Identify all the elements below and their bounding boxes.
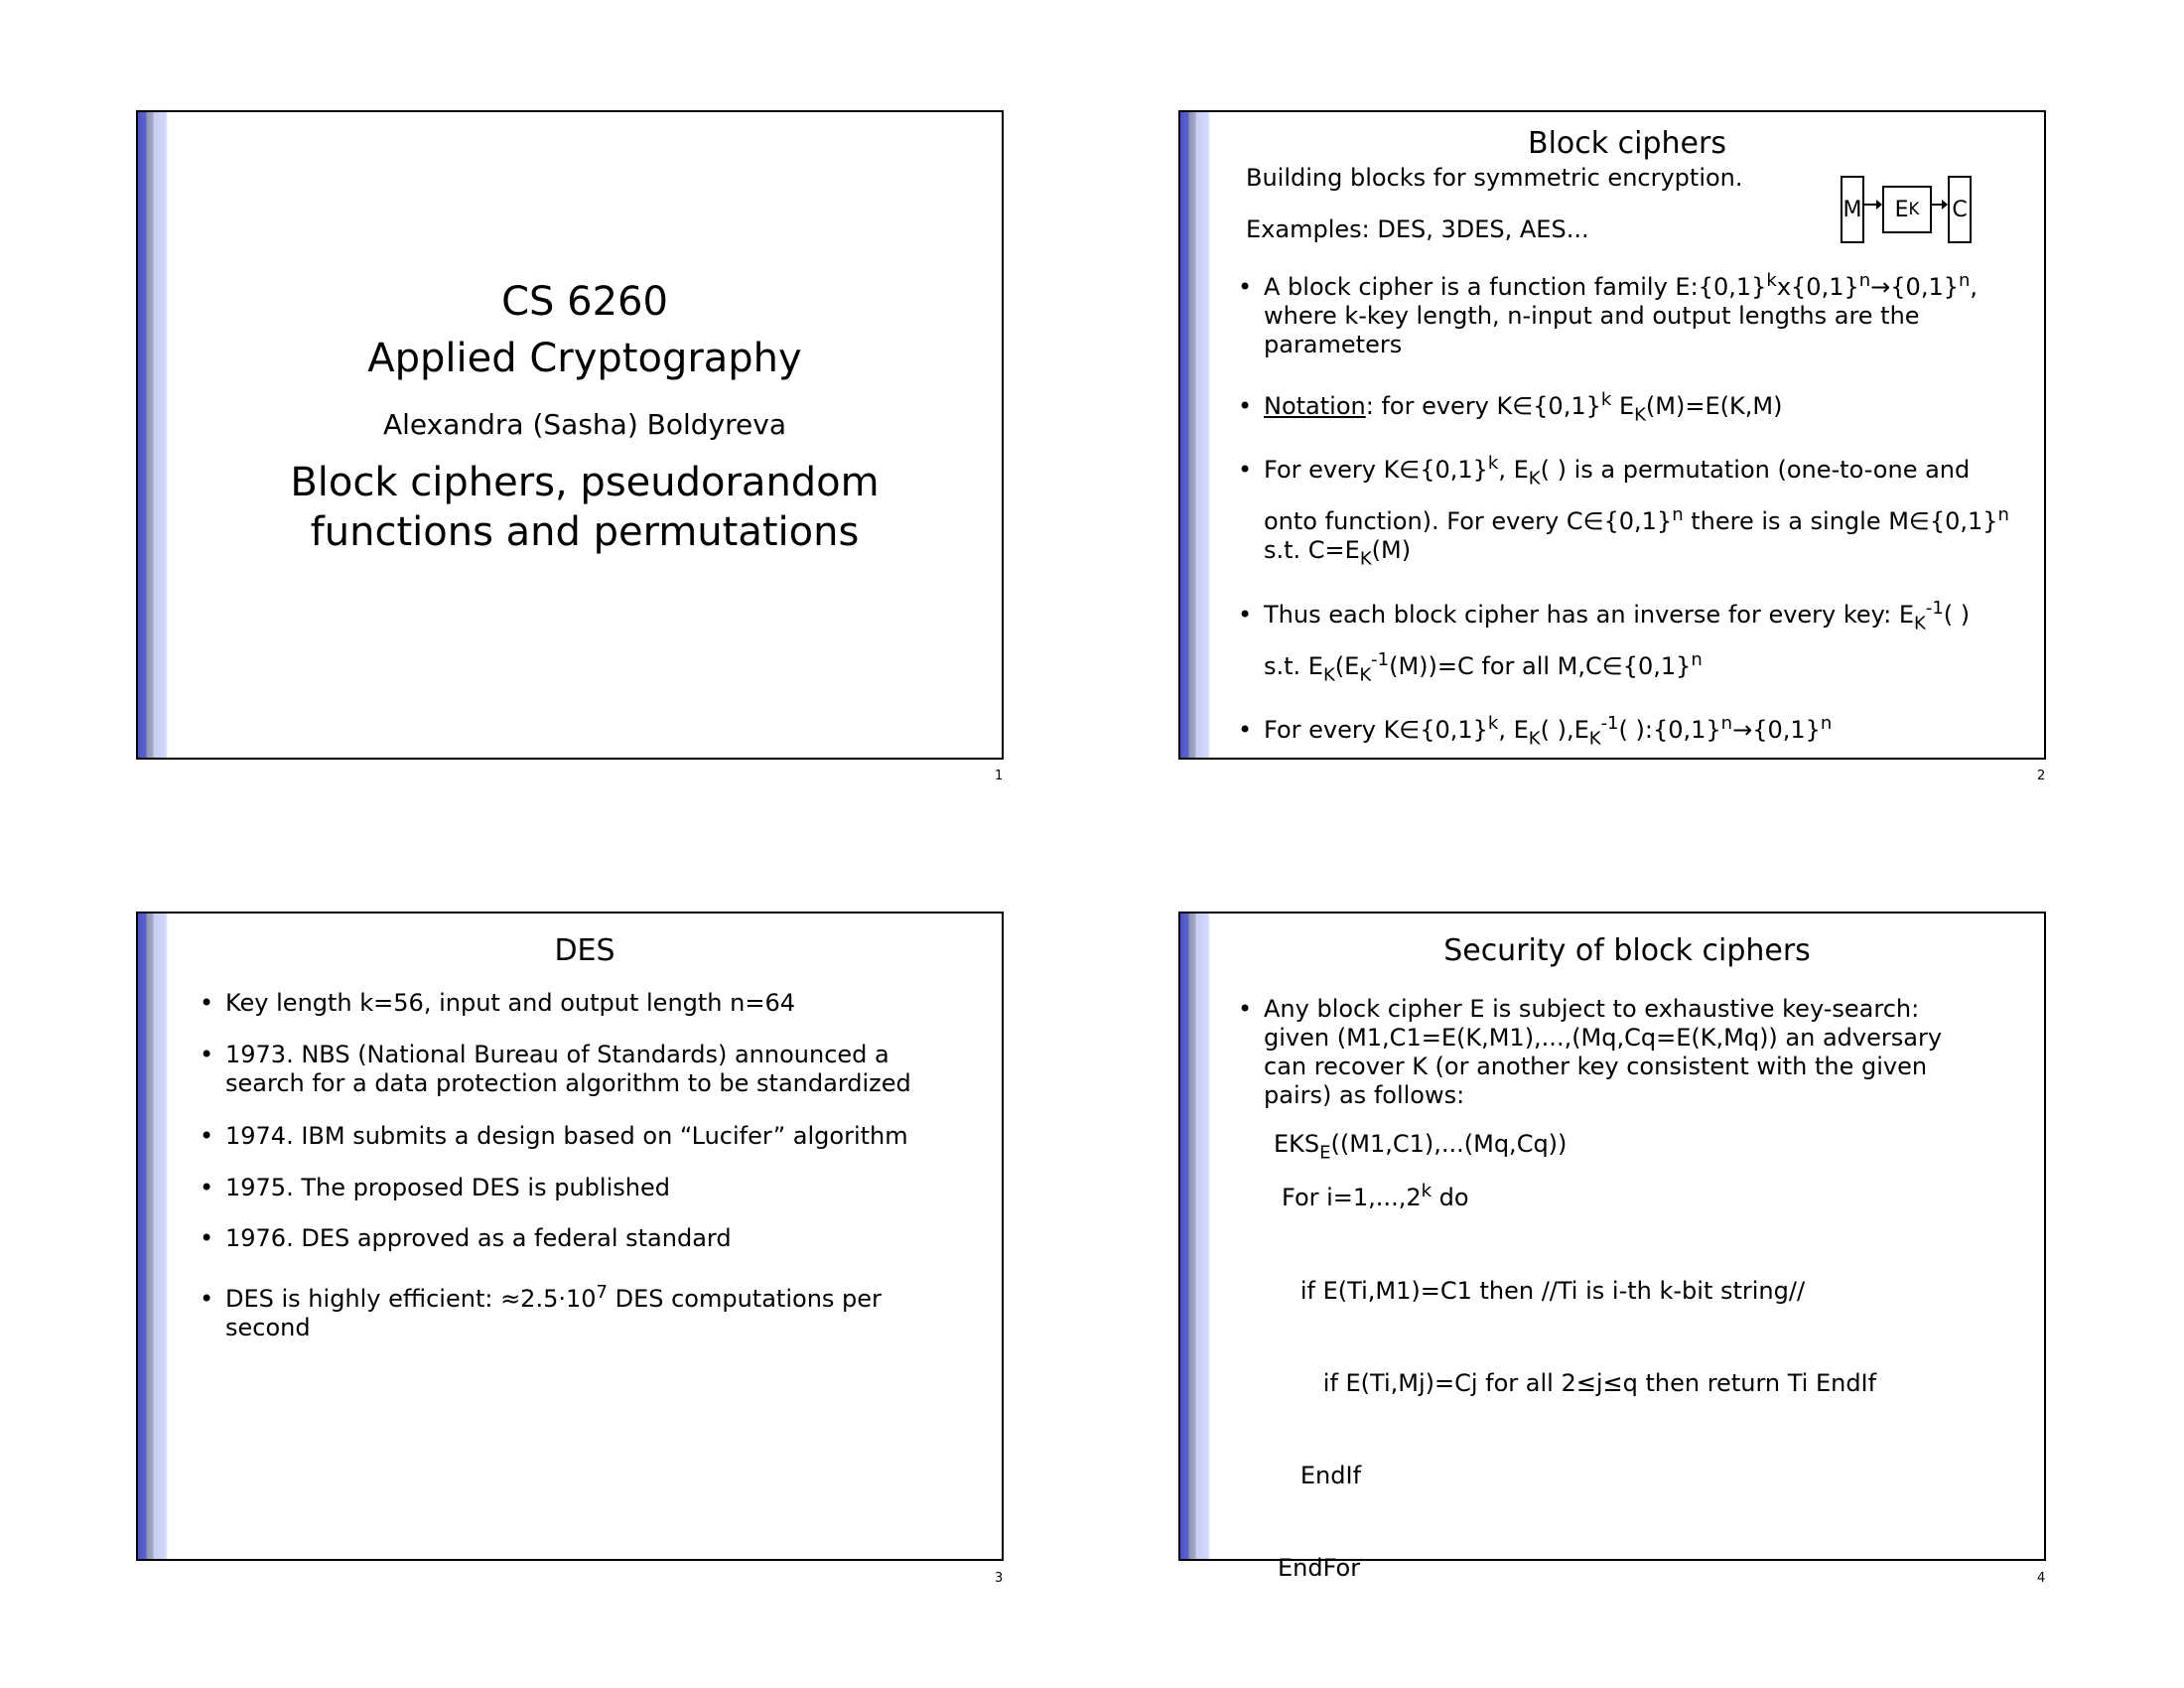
bullet-icon: • — [1238, 716, 1253, 744]
slide-accent-bar — [138, 914, 168, 1559]
bullet-icon: • — [1238, 456, 1253, 484]
cipher-box: E K — [1882, 186, 1932, 233]
bullet-item: • 1974. IBM submits a design based on “Lucifer” algorithm — [200, 1122, 908, 1150]
author: Alexandra (Sasha) Boldyreva — [383, 408, 786, 441]
topic-line-2: functions and permutations — [310, 509, 860, 555]
slide-2 — [1178, 110, 2046, 760]
bullet-icon: • — [200, 1285, 214, 1313]
page-number: 3 — [995, 1571, 1004, 1586]
bullet-notation: • Notation: for every $K\in\{0,1\}^k$ $E_K(M)=E(K,M)$ — [1238, 389, 1783, 426]
code-line: EndIf — [1278, 1462, 1362, 1489]
bullet-icon: • — [200, 1122, 214, 1150]
bullet-exhaustive-search: • Any block cipher E is subject to exhaustive key-search: given (M1,C1=E(K,M1),...,(Mq,Cq=E(K,Mq)) an adversary can recover K (or another key consistent with the given pairs) as follows: — [1238, 995, 1943, 1109]
arrow-icon — [1932, 204, 1946, 206]
bullet-item: • 1975. The proposed DES is published — [200, 1174, 670, 1201]
bullet-item: • 1976. DES approved as a federal standard — [200, 1224, 732, 1252]
slide-title: DES — [554, 933, 615, 968]
bullet-icon: • — [200, 1174, 214, 1201]
for-loop-header: For $i=1,...,2^k$ do — [1282, 1181, 1469, 1211]
code-line: if E(Ti,Mj)=Cj for all 2≤j≤q then return Ti EndIf — [1278, 1369, 1877, 1397]
bullet-icon: • — [1238, 392, 1253, 420]
slide-accent-bar — [138, 112, 168, 758]
lecture-topic — [168, 458, 1002, 557]
examples-text: Examples: DES, 3DES, AES... — [1246, 215, 1589, 243]
code-line: if E(Ti,M1)=C1 then //Ti is i-th k-bit string// — [1278, 1277, 1806, 1305]
input-box: M — [1841, 176, 1864, 243]
topic-line-1: Block ciphers, pseudorandom — [290, 460, 880, 505]
block-cipher-diagram — [1841, 176, 1979, 245]
bullet-function-family: • A block cipher is a function family $E:\{0,1\}^kx\{0,1\}^n\to\{0,1\}^n$, where k-key length, n-input and output lengths are the parameters — [1238, 270, 1979, 358]
bullet-icon: • — [200, 1224, 214, 1252]
slide-accent-bar — [1180, 914, 1210, 1559]
slide-accent-bar — [1180, 112, 1210, 758]
page-number: 1 — [995, 769, 1004, 783]
slide-title: Block ciphers — [1528, 126, 1726, 161]
slide-4 — [1178, 912, 2046, 1582]
bullet-icon: • — [1238, 995, 1253, 1023]
bullet-icon: • — [1238, 273, 1253, 301]
slide-1 — [136, 110, 1004, 760]
eks-signature: $EKS_E((M1,C1),...(Mq,Cq))$ — [1274, 1130, 1568, 1164]
bullet-permutation: • For every $K\in\{0,1\}^k$, $E_K$( ) is a permutation (one-to-one and onto function). For every $C\in\{0,1\}^n$ there is a single $M\in\{0,1\}^n$ s.t. $C=E_K(M)$ — [1238, 453, 2009, 570]
pseudocode — [1278, 1214, 1876, 1645]
code-line: EndFor — [1278, 1554, 1361, 1582]
page-number: 4 — [2037, 1571, 2046, 1586]
bullet-item: • 1973. NBS (National Bureau of Standards) announced a search for a data protection algorithm to be standardized — [200, 1041, 911, 1097]
bullet-item: • Key length k=56, input and output length n=64 — [200, 989, 795, 1017]
bullet-icon: • — [200, 1041, 214, 1068]
slide-title: Security of block ciphers — [1443, 933, 1811, 968]
bullet-domain: • For every $K\in\{0,1\}^k$, $E_K$( )$,E_K^{-1}$( )$:\{0,1\}^n\to\{0,1\}^n$ — [1238, 713, 1833, 750]
bullet-icon: • — [1238, 601, 1253, 629]
page-number: 2 — [2037, 769, 2046, 783]
course-code: CS 6260 — [501, 279, 668, 325]
intro-text: Building blocks for symmetric encryption. — [1246, 164, 1743, 192]
slide-3 — [136, 912, 1004, 1561]
bullet-inverse: • Thus each block cipher has an inverse for every key: $E_K^{-1}$( ) s.t. $E_K(E_K^{-1}(M))=C$ for all $M,C\in\{0,1\}^n$ — [1238, 598, 1971, 686]
arrow-icon — [1864, 204, 1880, 206]
output-box: C — [1948, 176, 1972, 243]
bullet-icon: • — [200, 989, 214, 1017]
bullet-item: • DES is highly efficient: $\approx 2.5\cdot 10^7$ DES computations per second — [200, 1282, 882, 1341]
course-title: Applied Cryptography — [367, 336, 802, 381]
